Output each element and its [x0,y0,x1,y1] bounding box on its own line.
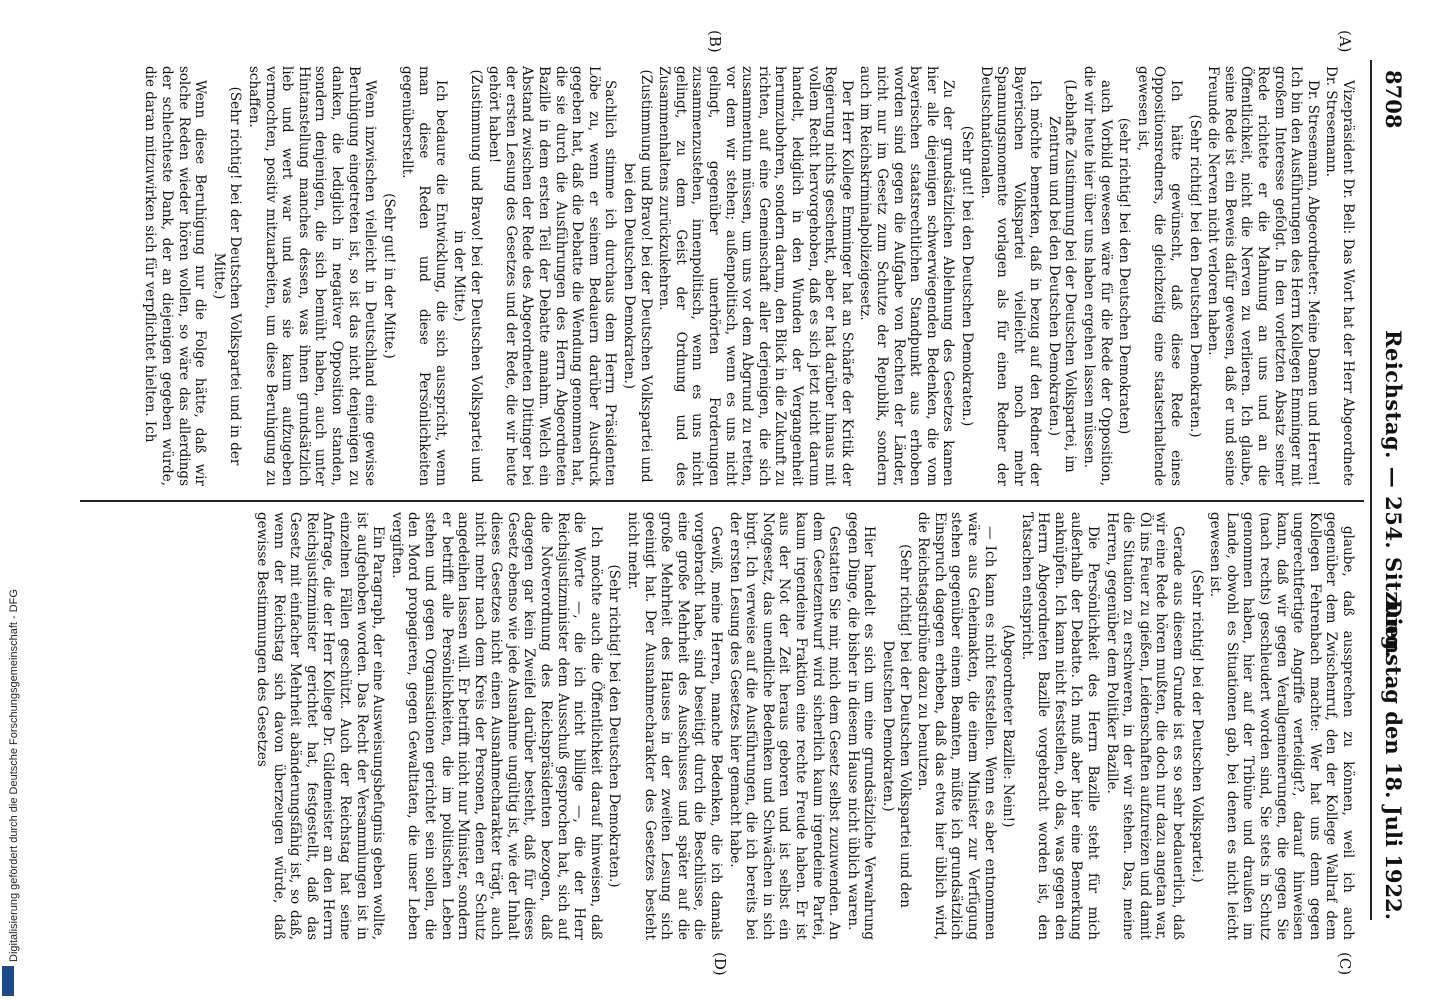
paragraph: Gerade aus diesem Grunde ist es so sehr bedauerlich, daß wir eine Rede hören mußten, die doch nur dazu angetan war, Öl ins Feuer zu gießen, Leidenschaften aufzureizen und damit die Situation zu erschweren, in der wir stehen. Das, meine Herren, gegenüber dem Politiker Bazille. [1103,512,1187,940]
page-header [1374,40,1414,940]
right-column [80,512,1356,940]
interjection: (Sehr gut! bei den Deutschen Demokraten.) [958,125,975,427]
paragraph: Dr. Stresemann, Abgeordneter: Meine Damen und Herren! Ich bin den Ausführungen des Herrn Kollegen Emminger mit großem Interesse gefolgt. In den vorletzten Absatz seiner Rede richtete er die Mahnung an uns und an die Öffentlichkeit, nicht die Nerven zu verlieren. Ich glaube, seine Rede ist ein Beweis dafür gewesen, daß er und seine Freunde die Nerven nicht verloren haben. [1205,66,1321,486]
interjection: (Sehr richtig! bei den Deutschen Demokraten.) [606,564,623,888]
paragraph: Ich möchte auch die Öffentlichkeit darauf hinweisen, daß die Worte —, die ich nicht billige —, die der Herr Reichsjustizminister dem Ausschuß gesprochen hat, sich auf die Notverordnung des Reichspräsidenten bezogen, daß dagegen gar kein Zweifel darüber besteht, daß für dieses Gesetz ebenso wie jede Ausnahme ungültig ist, wie der Inhalt dieses Gesetzes nicht einen Ausnahmecharakter trägt, auch nicht mehr nach dem Kreis der Personen, denen er Schutz angedeihen lassen will. Er betrifft nicht nur Minister, sondern er betrifft alle Persönlichkeiten, die im politischen Leben stehen und gegen Organisationen gerichtet sein sollen, die den Mord propagieren, gegen Gewalttaten, die unser Leben vergiften. [388,512,604,940]
paragraph: Ich hätte gewünscht, daß diese Rede eines Oppositionsredners, die gleichzeitig eine staatserhaltende gewesen ist, [1134,66,1185,486]
margin-mark-d: (D) [711,952,729,976]
session-date: Dienstag den 18. Juli 1922. [1381,599,1406,920]
column-divider [80,500,1364,502]
dfg-logo [2,966,14,996]
interjection: (Sehr richtig! bei der Deutschen Volkspartei und in der Mitte.) [210,86,244,466]
interjection: (Sehr gut! in der Mitte.) [380,193,397,359]
paragraph: Die Persönlichkeit des Herrn Bazille steht für mich außerhalb der Debatte. Ich muß aber hier eine Bemerkung anknüpfen. Ich kann nicht feststellen, ob das, was gegen den Herrn Abgeordneten Bazille vorgebracht worden ist, den Tatsachen entspricht. [1018,512,1102,940]
left-column [80,66,1356,486]
paragraph: glaube, daß aussprechen zu können, weil ich auch gegenüber dem Zwischenruf, den der Kollege Wallraf dem Kollegen Fehrenbach machte: Wer hat uns denn gegen ungerechtfertigte Angriffe verteidigt?, darauf hinweisen kann, daß wir gegen Verallgemeinerungen, die gegen Sie (nach rechts) geschleudert worden sind, Sie stets in Schutz genommen haben, hier auf der Tribüne und draußen im Lande, obwohl es Situationen gab, bei denen es nicht leicht gewesen ist. [1207,512,1356,940]
interjection: (Sehr richtig! bei den Deutschen Demokraten.) [1186,114,1203,438]
margin-mark-a: (A) [1336,30,1354,53]
page-number: 8708 [1381,70,1406,129]
paragraph: Wenn inzwischen vielleicht in Deutschland eine gewisse Beruhigung eingetreten ist, so ist das nicht denjenigen zu danken, die lediglich in negativer Opposition standen, sondern denjenigen, die sich bemüht haben, auch unter Hintanstellung manches dessen, was ihnen grundsätzlich lieb und wert war und was sie kaum aufzugeben vermochten, positiv mitzuarbeiten, um diese Beruhigung zu schaffen. [246,66,379,486]
paragraph: Zu der grundsätzlichen Ablehnung des Gesetzes kamen hier alle diejenigen schwerwiegenden Bedenken, die vom bayerischen staatsrechtlichen Standpunkt aus erhoben worden sind gegen die Aufgabe von Rechten der Länder, nicht nur im Gesetz zum Schutze der Republik, sondern auch im Reichskriminalpolizeigesetz. [857,66,957,486]
margin-mark-c: (C) [1336,952,1354,976]
paragraph: Ich möchte bemerken, daß in bezug auf den Redner der Bayerischen Volkspartei vielleicht noch mehr Spannungsmomente vorlagen als für einen Redner der Deutschnationalen. [977,66,1044,486]
paragraph: auch Vorbild gewesen wäre für die Rede der Opposition, die wir heute hier über uns haben ergehen lassen müssen. [1081,66,1114,486]
interjection: (Zustimmung und Bravo! bei der Deutschen Volkspartei und bei den Deutschen Demokraten.) [621,69,654,483]
paragraph: Der Herr Kollege Emminger hat an Schärfe der Kritik der Regierung nichts geschenkt, aber er hat darüber hinaus mit vollem Recht hervorgehoben, daß es sich jetzt nicht darum handelt, lediglich in den Wunden der Vergangenheit herumzubohren, sondern darum, den Blick in die Zukunft zu richten, auf eine Gemeinschaft aller derjenigen, die sich zusammentun müssen, um uns vor dem Abgrund zu retten, vor dem wir stehen; außenpolitisch, wenn es uns nicht gelingt, gegenüber unerhörten Forderungen zusammenzustehen, innenpolitisch, wenn es uns nicht gelingt, zu dem Geist der Ordnung und des Zusammenhaltens zurückzukehren. [656,66,855,486]
interjection: (Sehr richtig! bei der Deutschen Volkspartei und den Deutschen Demokraten.) [879,544,913,908]
paragraph: Gewiß, meine Herren, manche Bedenken, die ich damals vorgebracht habe, sind beseitigt durch die Beschlüsse, die eine große Mehrheit des Ausschusses und später auf die große Mehrheit des Hauses in der zweiten Lesung sich geeinigt hat. Der Ausnahmecharakter des Gesetzes besteht nicht mehr. [625,512,725,940]
paragraph: — Ich kann es nicht feststellen. Wenn es aber entnommen wäre aus Geheimakten, die einem Minister zur Verfügung stehen gegenüber einem Beamten, müßte ich grundsätzlich Einspruch dagegen erheben, daß das etwa hier üblich wird, die Reichstagstribüne dazu zu benutzen. [915,512,998,940]
paragraph: Gestatten Sie mir, mich dem Gesetz selbst zuzuwenden. An dem Gesetzentwurf wird sicherlich kaum irgendeine Partei, kaum irgendeine Fraktion eine rechte Freude haben. Er ist aus der Not der Zeit heraus geboren und ist selbst ein Notgesetz, das unendliche Bedenken und Schwächen in sich birgt. Ich verweise auf die Ausführungen, die ich bereits bei der ersten Lesung des Gesetzes hier gemacht habe. [726,512,843,940]
paragraph: Hier handelt es sich um eine grundsätzliche Verwahrung gegen Dinge, die bisher in diesem Hause nicht üblich waren. [844,512,878,940]
paragraph: Wenn diese Beruhigung nur die Folge hätte, daß wir solche Reden wieder hören wollen, so wäre das allerdings der schlechteste Dank, der an diejenigen gegeben würde, die daran mitzuwirken sich für verpflichtet hielten. Ich [142,66,209,486]
paragraph: Vizepräsident Dr. Bell: Das Wort hat der Herr Abgeordnete Dr. Stresemann. [1323,66,1356,486]
interjection: (Zustimmung und Bravo! bei der Deutschen Volkspartei und in der Mitte.) [451,69,484,483]
interjection: (sehr richtig! bei den Deutschen Demokraten) [1116,117,1133,435]
interjection: (Lebhafte Zustimmung bei der Deutschen Volkspartei, im Zentrum und bei den Deutschen Demokraten.) [1045,79,1079,473]
paragraph: Ich bedaure die Entwicklung, die sich ausspricht, wenn man diese Reden und diese Persönlichkeiten gegenüberstellt. [399,66,449,486]
paragraph: Sachlich stimme ich durchaus dem Herrn Präsidenten Löbe zu, wenn er seinem Bedauern darüber Ausdruck gegeben hat, daß die Debatte die Wendung genommen hat, die sie durch die Ausführungen des Herrn Abgeordneten Bazille in dem ersten Teil der Debatte annahm. Welch ein Abstand zwischen der Rede des Abgeordneten Dittinger bei der ersten Lesung des Gesetzes und der Rede, die wir heute gehört haben! [486,66,619,486]
dfg-credit: Digitalisierung gefördert durch die Deutsche Forschungsgemeinschaft - DFG [8,589,20,962]
header-rule [1370,60,1372,920]
session-title: Reichstag. — 254. Sitzung. [1381,330,1406,659]
margin-mark-b: (B) [706,30,724,53]
paragraph: Ein Paragraph, der eine Ausweisungsbefugnis geben wollte, ist aufgehoben worden. Das Recht der Versammlungen ist in einzelnen Fällen geschützt. Auch der Reichstag hat seine Anfrage, die der Herr Kollege Dr. Gildemeister an den Herrn Reichsjustizminister gerichtet hat, festgestellt, daß das Gesetz mit einfacher Mehrheit abänderungsfähig ist, so daß, wenn der Reichstag sich davon überzeugen würde, daß gewisse Bestimmungen des Gesetzes [254,512,387,940]
interjection: (Sehr richtig! bei der Deutschen Volkspartei.) [1188,569,1205,883]
interjection: (Abgeordneter Bazille: Nein!) [1000,624,1017,828]
